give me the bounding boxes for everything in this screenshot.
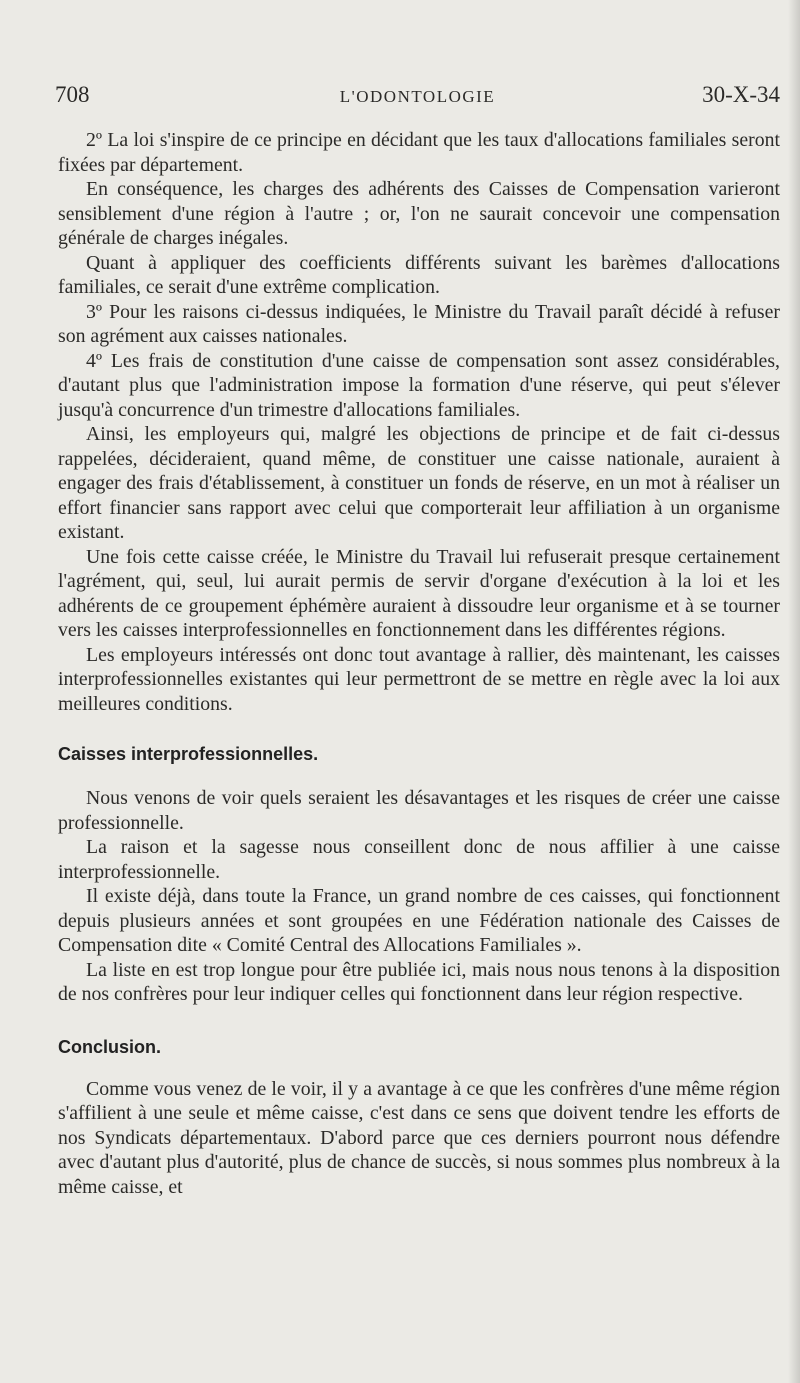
running-header [55,80,780,114]
paragraph: Il existe déjà, dans toute la France, un grand nombre de ces caisses, qui fonctionnent depuis plusieurs années et sont groupées en une Fédération nationale des Caisses de Compensation dite « Comité Central des Allocations Familiales ». [58,885,780,956]
article-body [58,128,780,1199]
paragraph: Comme vous venez de le voir, il y a avantage à ce que les confrères d'une même région s'affilient à une seule et même caisse, c'est dans ce sens que doivent tendre les efforts de nos Syndicats départementaux. D'abord parce que ces derniers pourront nous défendre avec d'autant plus d'autorité, plus de chance de succès, si nous sommes plus nombreux à la même caisse, et [58,1077,780,1198]
paragraph: 4º Les frais de constitution d'une caisse de compensation sont assez considérables, d'autant plus que l'administration impose la formation d'une réserve, qui peut s'élever jusqu'à concurrence d'un trimestre d'allocations familiales. [58,349,780,421]
paragraph: 2º La loi s'inspire de ce principe en décidant que les taux d'allocations familiales seront fixées par département. [58,129,780,176]
paragraph: Les employeurs intéressés ont donc tout avantage à rallier, dès maintenant, les caisses interprofessionnelles existantes qui leur permettront de se mettre en règle avec la loi aux meilleures conditions. [58,643,780,715]
page-edge-shadow [788,0,800,1383]
paragraph: Quant à appliquer des coefficients différents suivant les barèmes d'allocations familiales, ce serait d'une extrême complication. [58,251,780,298]
journal-title: L'ODONTOLOGIE [339,87,496,106]
section-heading-conclusion: Conclusion. [58,1036,161,1057]
issue-date: 30-X-34 [702,82,780,107]
paragraph: Ainsi, les employeurs qui, malgré les objections de principe et de fait ci-dessus rappelées, décideraient, quand même, de constituer une caisse nationale, auraient à engager des frais d'établissement, à constituer un fonds de réserve, en un mot à réaliser un effort financier sans rapport avec celui que comporterait leur affiliation à un organisme existant. [58,423,780,543]
paragraph: Nous venons de voir quels seraient les désavantages et les risques de créer une caisse professionnelle. [58,787,780,834]
paragraph: La liste en est trop longue pour être publiée ici, mais nous nous tenons à la disposition de nos confrères pour leur indiquer celles qui fonctionnent dans leur région respective. [58,958,780,1005]
paragraph: En conséquence, les charges des adhérents des Caisses de Compensation varieront sensiblement d'une région à l'autre ; or, l'on ne saurait concevoir une compensation générale de charges inégales. [58,178,780,249]
section-heading-caisses: Caisses interprofessionnelles. [58,744,319,764]
paragraph: 3º Pour les raisons ci-dessus indiquées, le Ministre du Travail paraît décidé à refuser son agrément aux caisses nationales. [58,300,780,347]
page-number: 708 [55,82,90,107]
paragraph: Une fois cette caisse créée, le Ministre du Travail lui refuserait presque certainement l'agrément, qui, seul, lui aurait permis de servir d'organe d'exécution à la loi et les adhérents de ce groupement éphémère auraient à dissoudre leur organisme et à se tourner vers les caisses interprofessionnelles en fonctionnement dans les différentes régions. [58,545,780,641]
paragraph: La raison et la sagesse nous conseillent donc de nous affilier à une caisse interprofessionnelle. [58,836,780,883]
